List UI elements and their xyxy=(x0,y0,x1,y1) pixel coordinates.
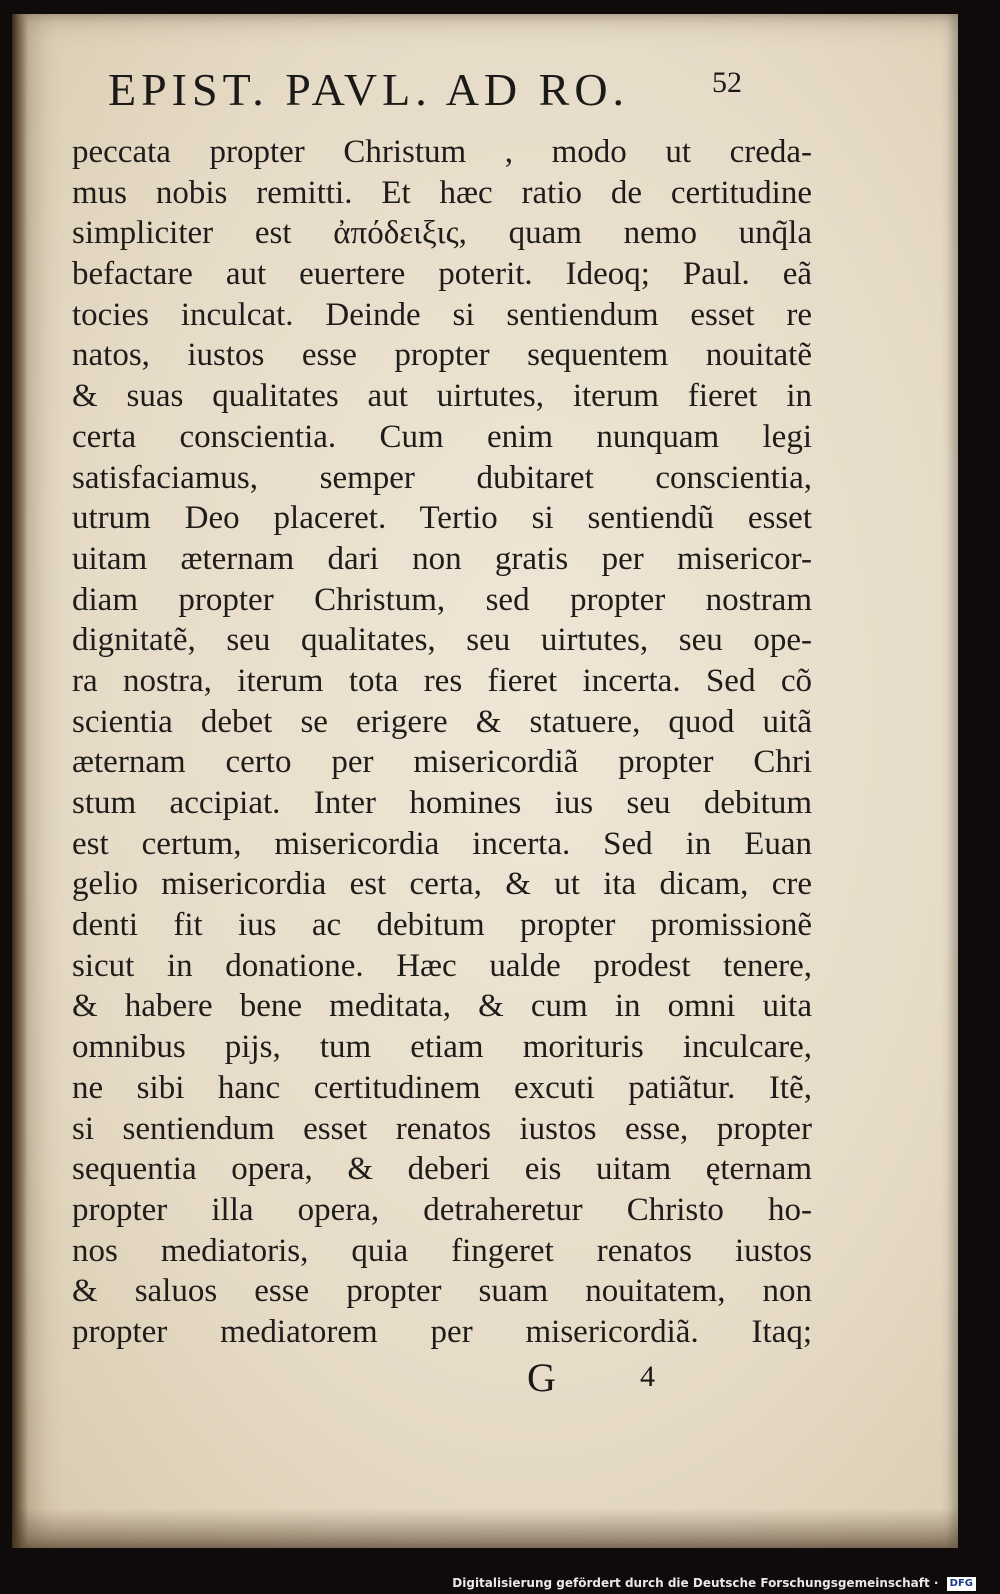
text-line: satisfaciamus, semper dubitaret conscientia, xyxy=(72,459,812,496)
dfg-logo-icon: DFG xyxy=(947,1577,976,1591)
digitization-credit xyxy=(452,1574,976,1592)
text-line: mus nobis remitti. Et hæc ratio de certitudine xyxy=(72,174,812,211)
text-line: propter illa opera, detraheretur Christo ho- xyxy=(72,1191,812,1228)
text-line: ne sibi hanc certitudinem excuti patiãtur. Itẽ, xyxy=(72,1069,812,1106)
text-line: gelio misericordia est certa, & ut ita dicam, cre xyxy=(72,866,812,903)
text-line: & habere bene meditata, & cum in omni uita xyxy=(72,988,812,1025)
text-line: utrum Deo placeret. Tertio si sentiendũ esset xyxy=(72,500,812,537)
text-line: nos mediatoris, quia fingeret renatos iustos xyxy=(72,1232,812,1269)
text-line: stum accipiat. Inter homines ius seu debitum xyxy=(72,785,812,821)
text-line: peccata propter Christum , modo ut creda- xyxy=(72,134,812,170)
text-line: est certum, misericordia incerta. Sed in Euan xyxy=(72,825,812,862)
text-line: denti fit ius ac debitum propter promissionẽ xyxy=(72,907,812,944)
text-line: æternam certo per misericordiã propter Chri xyxy=(72,744,812,781)
text-line: omnibus pijs, tum etiam morituris inculcare, xyxy=(72,1029,812,1066)
text-line: simpliciter est ἀπόδειξις, quam nemo unq̃la xyxy=(72,215,812,252)
text-line: diam propter Christum, sed propter nostram xyxy=(72,581,812,618)
text-line: scientia debet se erigere & statuere, quod uitã xyxy=(72,703,812,740)
book-page xyxy=(12,14,958,1548)
text-line: befactare aut euertere poterit. Ideoq; Paul. eã xyxy=(72,256,812,293)
text-line: dignitatẽ, seu qualitates, seu uirtutes, seu ope- xyxy=(72,622,812,659)
text-line: & suas qualitates aut uirtutes, iterum fieret in xyxy=(72,378,812,415)
page-bottom-shadow xyxy=(12,1508,958,1548)
text-line: sequentia opera, & deberi eis uitam ęternam xyxy=(72,1151,812,1188)
text-line: propter mediatorem per misericordiã. Itaq; xyxy=(72,1313,812,1350)
page-gutter-shadow xyxy=(12,14,28,1548)
credit-text: Digitalisierung gefördert durch die Deutsche Forschungsgemeinschaft · xyxy=(452,1576,939,1590)
text-line: ra nostra, iterum tota res fieret incerta. Sed cõ xyxy=(72,662,812,699)
text-line: si sentiendum esset renatos iustos esse, propter xyxy=(72,1110,812,1147)
folio-number: 52 xyxy=(712,66,742,99)
signature-number: 4 xyxy=(640,1360,655,1393)
text-line: & saluos esse propter suam nouitatem, non xyxy=(72,1273,812,1310)
text-line: uitam æternam dari non gratis per misericor- xyxy=(72,540,812,577)
text-line: sicut in donatione. Hæc ualde prodest tenere, xyxy=(72,947,812,984)
text-block xyxy=(72,132,812,1353)
signature-mark: G xyxy=(527,1355,556,1400)
text-line: natos, iustos esse propter sequentem nouitatẽ xyxy=(72,337,812,374)
text-line: certa conscientia. Cum enim nunquam legi xyxy=(72,418,812,455)
text-line: tocies inculcat. Deinde si sentiendum esset re xyxy=(72,296,812,333)
running-title: EPIST. PAVL. AD RO. xyxy=(108,64,630,115)
